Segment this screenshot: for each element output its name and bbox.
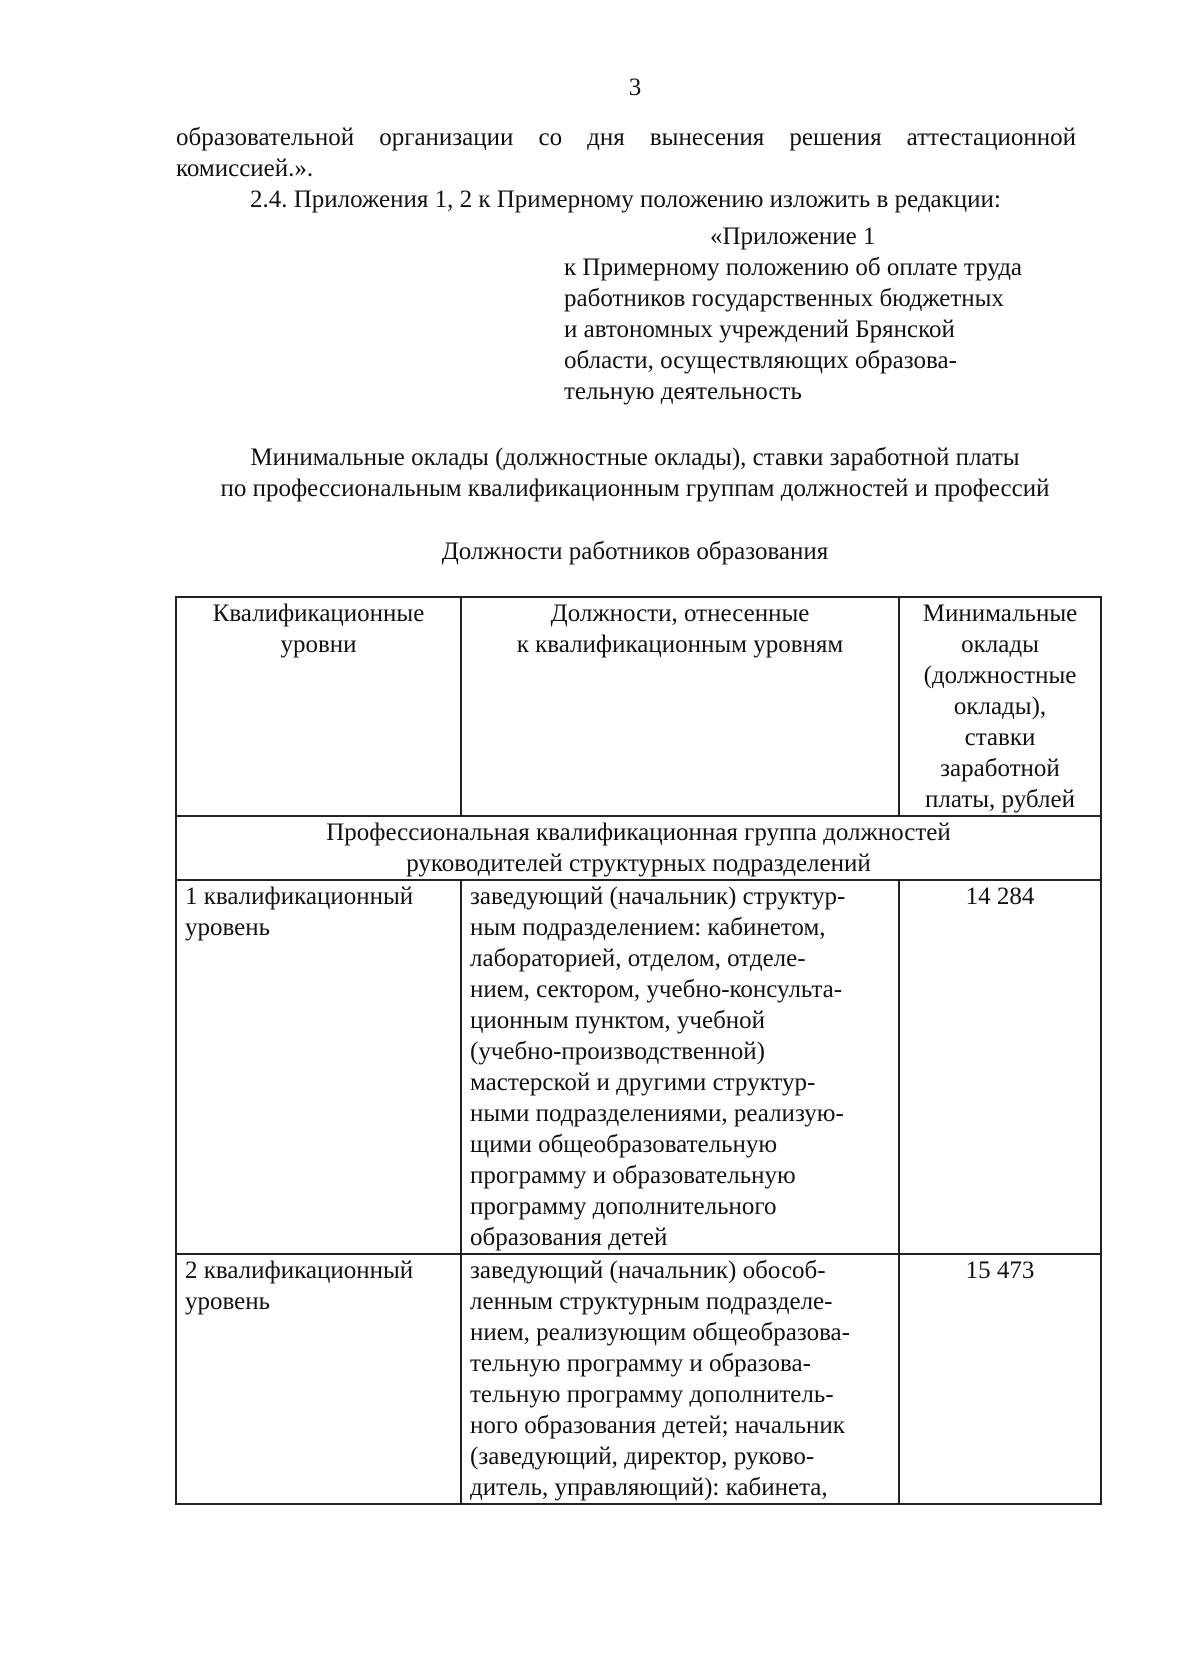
salary-cell: 15 473: [899, 1254, 1101, 1504]
table-row: [176, 880, 1101, 1254]
appendix-line: и автономных учреждений Брянской: [564, 316, 955, 343]
appendix-line: области, осуществляющих образова-: [564, 347, 957, 374]
appendix-line: к Примерному положению об оплате труда: [564, 254, 1023, 281]
table-group-row: [176, 816, 1101, 880]
appendix-title: «Приложение 1: [710, 223, 876, 250]
salary-cell: 14 284: [899, 880, 1101, 1254]
page-number: 3: [628, 74, 642, 101]
table-header-row: [176, 597, 1101, 816]
qualification-level-cell: 1 квалификационный уровень: [176, 880, 461, 1254]
header-minimum-salary: Минимальные оклады (должностные оклады), ставки заработной платы, рублей: [899, 597, 1101, 816]
appendix-line: работников государственных бюджетных: [564, 285, 1004, 312]
table-row: [176, 1254, 1101, 1504]
positions-cell: заведующий (начальник) структур- ным подразделением: кабинетом, лабораторией, отделом, отделе- нием, сектором, учебно-консульта- ционным пунктом, учебной (учебно-производственной) мастерской и другими структур- ными подразделениями, реализую- щими общеобразовательную программу и образовательную программу дополнительного образования детей: [461, 880, 899, 1254]
qualification-level-cell: 2 квалификационный уровень: [176, 1254, 461, 1504]
positions-cell: заведующий (начальник) обособ- ленным структурным подразделе- нием, реализующим общеобразова- тельную программу и образова- тельную программу дополнитель- ного образования детей; начальник (заведующий, директор, руково- дитель, управляющий): кабинета,: [461, 1254, 899, 1504]
heading-line-2: по профессиональным квалификационным группам должностей и профессий: [220, 475, 1050, 502]
intro-line-2: комиссией.».: [176, 155, 314, 182]
group-title: Профессиональная квалификационная группа должностей руководителей структурных подразделений: [176, 816, 1101, 880]
table-subheading: Должности работников образования: [441, 538, 829, 565]
appendix-reference: [564, 252, 1022, 407]
appendix-line: тельную деятельность: [564, 378, 802, 405]
heading-line-1: Минимальные оклады (должностные оклады), ставки заработной платы: [250, 444, 1020, 471]
salary-table: [175, 596, 1102, 1505]
header-qualification-levels: Квалификационные уровни: [176, 597, 461, 816]
intro-line-1: образовательной организации со дня вынесения решения аттестационной: [176, 124, 1076, 151]
amendment-clause: 2.4. Приложения 1, 2 к Примерному положению изложить в редакции:: [250, 186, 1001, 213]
header-positions: Должности, отнесенные к квалификационным уровням: [461, 597, 899, 816]
